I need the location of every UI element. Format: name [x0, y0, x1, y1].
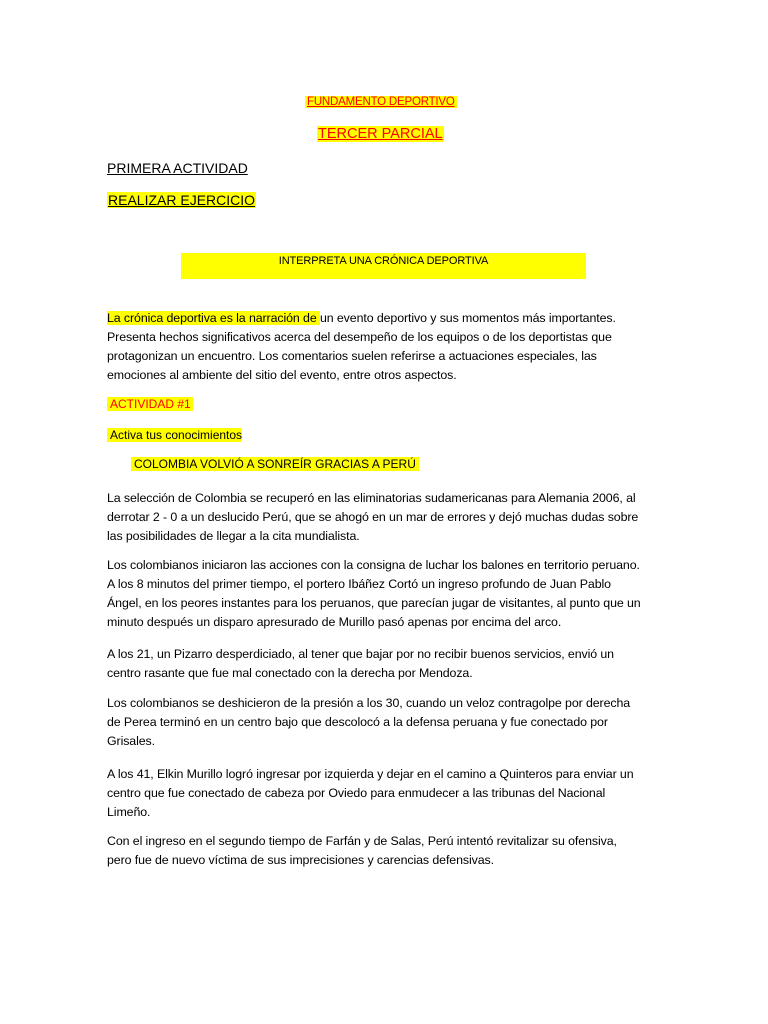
- news-paragraph: [107, 765, 667, 822]
- paragraph-line: de Perea terminó en un centro bajo que descolocó a la defensa peruana y fue conectado por: [107, 715, 608, 729]
- paragraph-line: minuto después un disparo apresurado de Murillo pasó apenas por encima del arco.: [107, 615, 562, 629]
- paragraph-line: las posibilidades de llegar a la cita mundialista.: [107, 529, 360, 543]
- paragraph-line: centro rasante que fue mal conectado con la derecha por Mendoza.: [107, 666, 473, 680]
- paragraph-line: A los 21, un Pizarro desperdiciado, al tener que bajar por no recibir buenos servicios, envió un: [107, 647, 614, 661]
- paragraph-line: A los 8 minutos del primer tiempo, el portero Ibáñez Cortó un ingreso profundo de Juan Pablo: [107, 577, 611, 591]
- intro-line-rest: un evento deportivo y sus momentos más importantes.: [319, 311, 616, 325]
- news-headline: COLOMBIA VOLVIÓ A SONREÍR GRACIAS A PERÚ: [131, 457, 419, 471]
- intro-highlight: La crónica deportiva es la narración de: [107, 311, 320, 325]
- intro-line: [107, 309, 667, 328]
- activity-subtitle: Activa tus conocimientos: [107, 428, 242, 442]
- paragraph-line: A los 41, Elkin Murillo logró ingresar por izquierda y dejar en el camino a Quinteros para enviar un: [107, 767, 634, 781]
- paragraph-line: Ángel, en los peores instantes para los peruanos, que parecían jugar de visitantes, al punto que un: [107, 596, 641, 610]
- section-banner: [181, 253, 586, 279]
- paragraph-line: Los colombianos se deshicieron de la presión a los 30, cuando un veloz contragolpe por derecha: [107, 696, 631, 710]
- news-paragraph: [107, 694, 667, 751]
- news-paragraph: [107, 832, 667, 870]
- paragraph-line: La selección de Colombia se recuperó en las eliminatorias sudamericanas para Alemania 2006, al: [107, 491, 636, 505]
- paragraph-line: pero fue de nuevo víctima de sus imprecisiones y carencias defensivas.: [107, 853, 494, 867]
- intro-line: protagonizan un encuentro. Los comentarios suelen referirse a actuaciones especiales, las: [107, 349, 597, 363]
- paragraph-line: Con el ingreso en el segundo tiempo de Farfán y de Salas, Perú intentó revitalizar su ofensiva,: [107, 834, 617, 848]
- activity-heading: PRIMERA ACTIVIDAD: [107, 160, 248, 176]
- intro-paragraph: [107, 309, 667, 385]
- paragraph-line: Grisales.: [107, 734, 155, 748]
- paragraph-line: Limeño.: [107, 805, 151, 819]
- section-banner-title: INTERPRETA UNA CRÓNICA DEPORTIVA: [278, 255, 489, 267]
- exercise-heading: REALIZAR EJERCICIO: [108, 192, 256, 208]
- paragraph-line: Los colombianos iniciaron las acciones con la consigna de luchar los balones en territorio peruano.: [107, 558, 640, 572]
- news-paragraph: [107, 556, 667, 632]
- exam-title: TERCER PARCIAL: [318, 126, 443, 142]
- paragraph-line: centro que fue conectado de cabeza por Oviedo para enmudecer a las tribunas del Nacional: [107, 786, 606, 800]
- news-paragraph: [107, 645, 667, 683]
- course-title: FUNDAMENTO DEPORTIVO: [307, 96, 455, 108]
- intro-line: Presenta hechos significativos acerca del desempeño de los equipos o de los deportistas que: [107, 330, 612, 344]
- news-paragraph: [107, 489, 667, 546]
- intro-line: emociones al ambiente del sitio del evento, entre otros aspectos.: [107, 368, 457, 382]
- paragraph-line: derrotar 2 - 0 a un deslucido Perú, que se ahogó en un mar de errores y dejó muchas dudas sobre: [107, 510, 639, 524]
- activity-label: ACTIVIDAD #1: [107, 397, 193, 411]
